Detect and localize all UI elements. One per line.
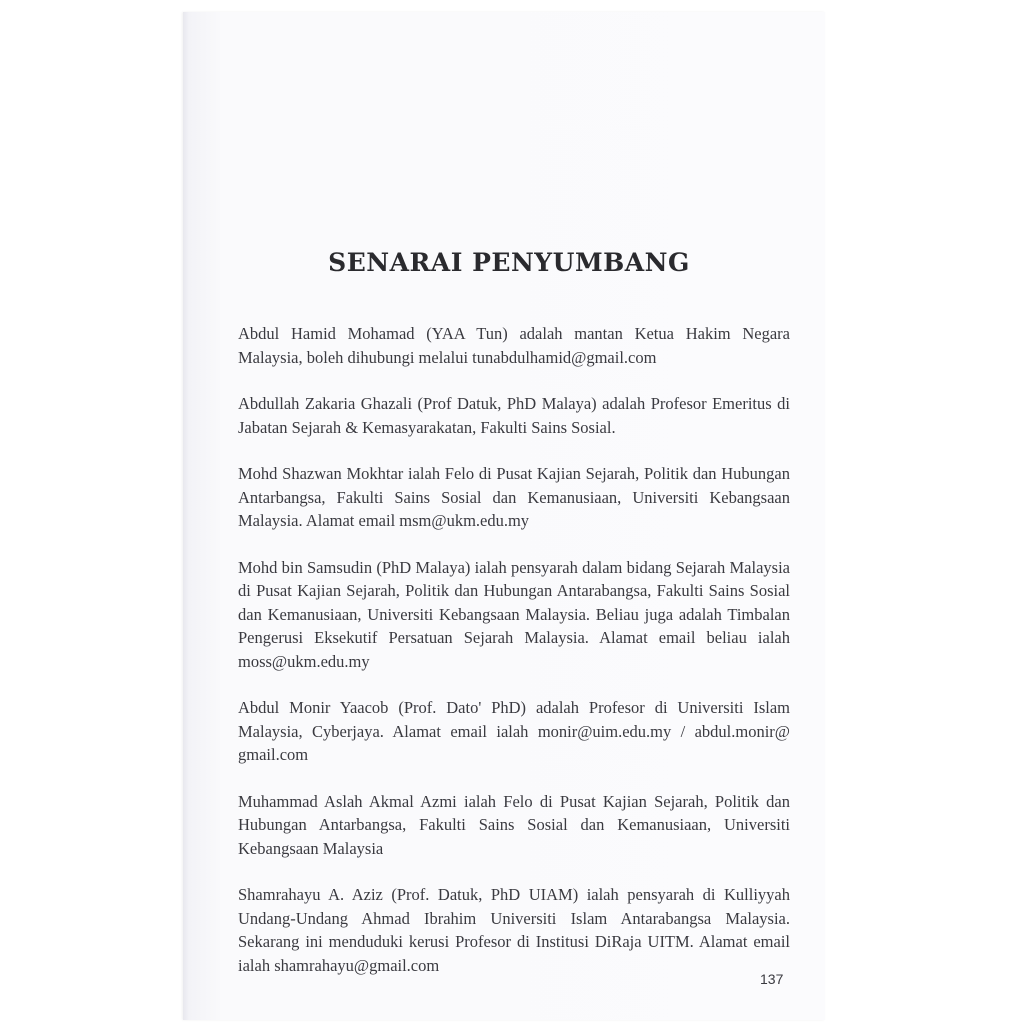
contributor-entry: Mohd Shazwan Mokhtar ialah Felo di Pusat Kajian Sejarah, Politik dan Hubungan Antarbangsa, Fakulti Sains Sosial dan Kemanusiaan, Universiti Kebangsaan Malaysia. Alamat email msm@ukm.edu.my [238,464,790,530]
page-heading: SENARAI PENYUMBANG [328,248,690,277]
contributor-entry: Muhammad Aslah Akmal Azmi ialah Felo di Pusat Kajian Sejarah, Politik dan Hubungan Antarbangsa, Fakulti Sains Sosial dan Kemanusiaan, Universiti Kebangsaan Malaysia [238,791,790,858]
contributor-entry: Mohd bin Samsudin (PhD Malaya) ialah pensyarah dalam bidang Sejarah Malaysia di Pusat Kajian Sejarah, Politik dan Hubungan Antarabangsa, Fakulti Sains Sosial dan Kemanusiaan, Universiti Kebangsaan Malaysia. Beliau juga adalah Timbalan Pengerusi Eksekutif Persatuan Sejarah Malaysia. Alamat email beliau ialah moss@ukm.edu.my [238,557,790,671]
contributor-entry: Abdullah Zakaria Ghazali (Prof Datuk, PhD Malaya) adalah Profesor Emeritus di Jabatan Sejarah & Kemasyarakatan, Fakulti Sains Sosial. [238,394,790,437]
contributor-list [238,322,790,1000]
contributor-entry: Abdul Monir Yaacob (Prof. Dato' PhD) adalah Profesor di Universiti Islam Malaysia, Cyberjaya. Alamat email ialah monir@uim.edu.my / abdul.monir@ gmail.com [238,698,790,764]
page-number: 137 [760,971,784,987]
contributor-entry: Shamrahayu A. Aziz (Prof. Datuk, PhD UIAM) ialah pensyarah di Kulliyyah Undang-Undang Ahmad Ibrahim Universiti Islam Antarabangsa Malaysia. Sekarang ini menduduki kerusi Profesor di Institusi DiRaja UITM. Alamat email ialah shamrahayu@gmail.com [238,885,790,975]
contributor-entry: Abdul Hamid Mohamad (YAA Tun) adalah mantan Ketua Hakim Negara Malaysia, boleh dihubungi melalui tunabdulhamid@gmail.com [238,324,790,367]
